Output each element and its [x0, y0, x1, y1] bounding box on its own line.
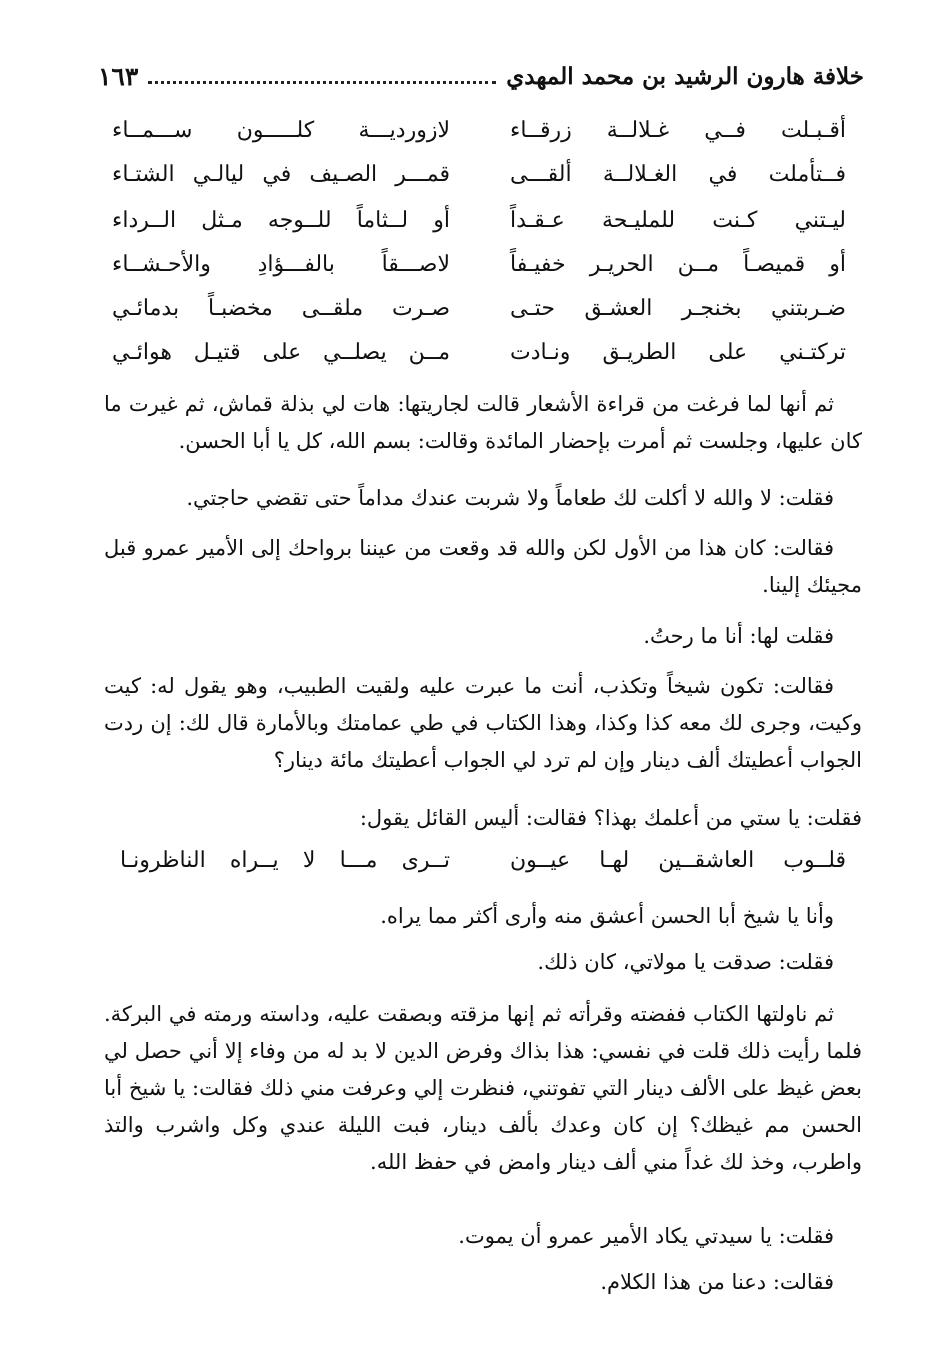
- poem-verse-hemistich-1: فــتأملت في الغـلالــة ألقـــى: [510, 162, 846, 187]
- paragraph: ثم ناولتها الكتاب ففضته وقرأته ثم إنها مزقته وبصقت عليه، وداسته ورمته في البركة. فلما رأيت ذلك قلت في نفسي: هذا بذاك وفرض الدين لا بد له من وفاء إلا أني حصل لي بعض غيظ على الألف دينار التي تفوتني، فنظرت إلي وعرفت مني ذلك فقالت: يا شيخ أبا الحسن مم غيظك؟ إن كان وعدك بألف دينار، فبت الليلة عندي وكل واشرب والتذ واطرب، وخذ لك غداً مني ألف دينار وامض في حفظ الله.: [104, 1002, 862, 1174]
- poem-verse-hemistich-2: مــن يصلــي على قتيـل هوائـي: [112, 340, 450, 365]
- paragraph: فقلت: صدقت يا مولاتي، كان ذلك.: [537, 950, 834, 974]
- poem-verse-hemistich-1: أقـبـلت فــي غـلالــة زرقــاء: [510, 118, 846, 143]
- header-leader-dots: [148, 69, 496, 84]
- paragraph: ثم أنها لما فرغت من قراءة الأشعار قالت لجاريتها: هات لي بذلة قماش، ثم غيرت ما كان عليها، وجلست ثم أمرت بإحضار المائدة وقالت: بسم الله، كل يا أبا الحسن.: [104, 392, 862, 453]
- running-title: خلافة هارون الرشيد بن محمد المهدي: [506, 62, 864, 90]
- poem-verse-hemistich-1: ليـتني كـنت للمليـحة عـقـداً: [510, 208, 846, 233]
- poem-verse-hemistich-2: أو لــثاماً للــوجه مـثل الــرداء: [112, 208, 450, 233]
- paragraph: فقلت: يا ستي من أعلمك بهذا؟ فقالت: أليس القائل يقول:: [359, 806, 862, 830]
- poem-verse-hemistich-1: أو قميصـاً مــن الحريـر خفيـفاً: [510, 252, 846, 277]
- page-header: [98, 58, 864, 94]
- poem-verse-hemistich-2: صـرت ملقــى مخضبـاً بدمائـي: [112, 296, 450, 321]
- paragraph: فقالت: دعنا من هذا الكلام.: [600, 1270, 834, 1294]
- poem-verse-hemistich-1: قلــوب العاشقــين لهـا عيــون: [510, 848, 846, 873]
- paragraph: فقلت: لا والله لا أكلت لك طعاماً ولا شربت عندك مداماً حتى تقضي حاجتي.: [186, 486, 834, 510]
- poem-verse-hemistich-2: تــرى مـــا لا يــراه الناظرونـا: [120, 848, 450, 873]
- poem-verse-hemistich-1: تركتـني على الطريـق ونـادت: [510, 340, 846, 365]
- paragraph: فقلت: يا سيدتي يكاد الأمير عمرو أن يموت.: [458, 1224, 834, 1248]
- paragraph: فقلت لها: أنا ما رحتُ.: [643, 624, 834, 648]
- poem-verse-hemistich-2: قمـــر الصـيف في ليالـي الشتـاء: [112, 162, 450, 187]
- poem-verse-hemistich-2: لاصـــقاً بالفـــؤادِ والأحـشــاء: [112, 252, 450, 277]
- poem-verse-hemistich-2: لازورديـــة كلـــــون ســـمــاء: [112, 118, 450, 143]
- poem-verse-hemistich-1: ضـربتني بخنجـر العشـق حتـى: [510, 296, 846, 321]
- page-number: ١٦٣: [98, 61, 139, 91]
- paragraph: فقالت: كان هذا من الأول لكن والله قد وقعت من عيننا برواحك إلى الأمير عمرو قبل مجيئك إلينا.: [104, 536, 862, 597]
- paragraph: فقالت: تكون شيخاً وتكذب، أنت ما عبرت عليه ولقيت الطبيب، وهو يقول له: كيت وكيت، وجرى لك معه كذا وكذا، وهذا الكتاب في طي عمامتك وبالأمارة قال لك: إن ردت الجواب أعطيتك ألف دينار وإن لم ترد لي الجواب أعطيتك مائة دينار؟: [104, 674, 862, 772]
- paragraph: وأنا يا شيخ أبا الحسن أعشق منه وأرى أكثر مما يراه.: [380, 904, 834, 928]
